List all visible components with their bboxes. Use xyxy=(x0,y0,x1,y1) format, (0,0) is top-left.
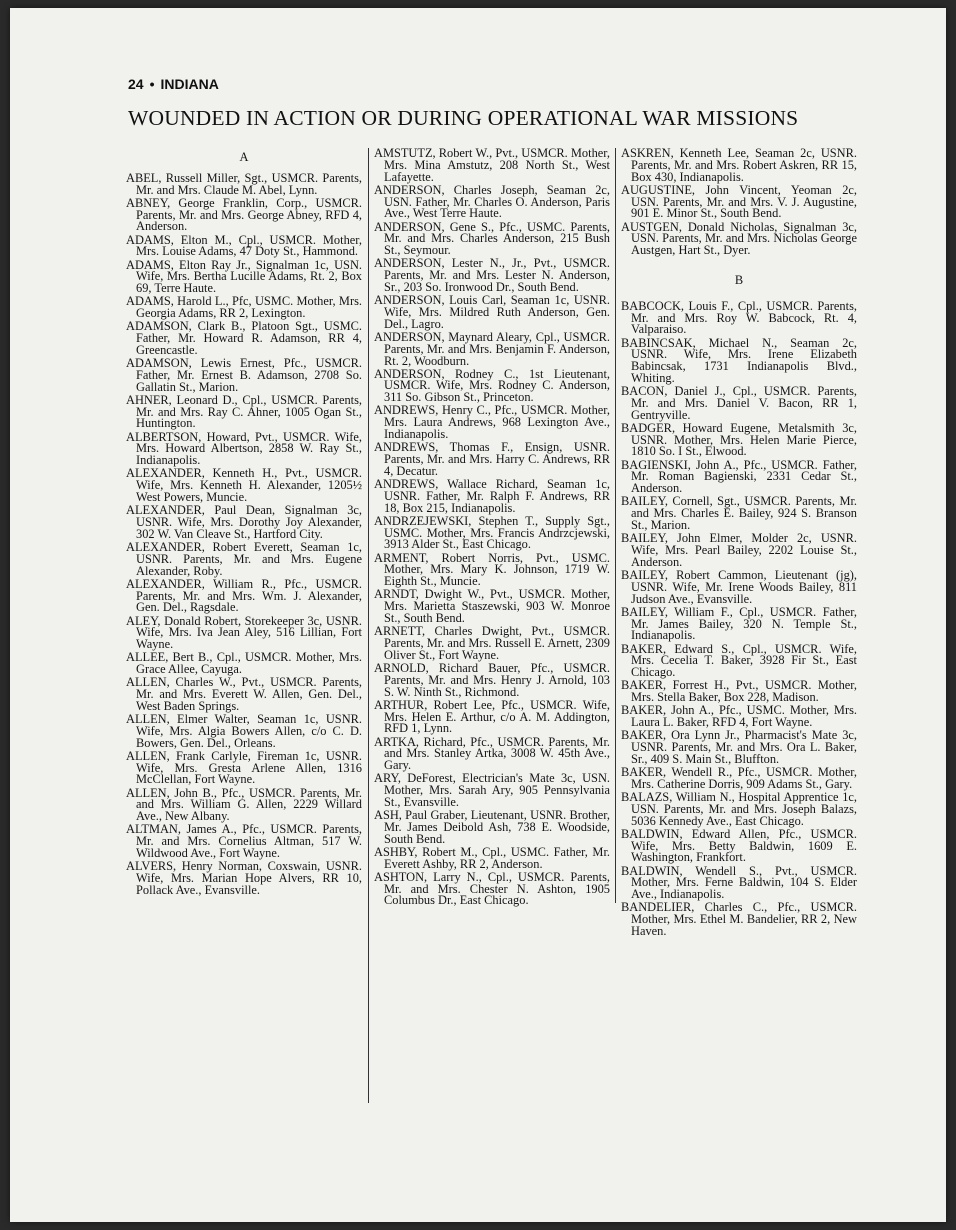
casualty-entry: AUSTGEN, Donald Nicholas, Signalman 3c, USN. Parents, Mr. and Mrs. Nicholas George Austgen, Hart St., Dyer. xyxy=(621,219,857,258)
casualty-entry: BALDWIN, Wendell S., Pvt., USMCR. Mother, Mrs. Ferne Baldwin, 104 S. Elder Ave., Indianapolis. xyxy=(621,863,857,902)
casualty-entry: ARNOLD, Richard Bauer, Pfc., USMCR. Parents, Mr. and Mrs. Henry J. Arnold, 103 S. W. Ninth St., Richmond. xyxy=(374,660,610,699)
casualty-entry: BABINCSAK, Michael N., Seaman 2c, USNR. Wife, Mrs. Irene Elizabeth Babincsak, 1731 Indianapolis Blvd., Whiting. xyxy=(621,335,857,385)
casualty-entry: ARTKA, Richard, Pfc., USMCR. Parents, Mr. and Mrs. Stanley Artka, 3008 W. 45th Ave., Gary. xyxy=(374,734,610,773)
casualty-entry: AHNER, Leonard D., Cpl., USMCR. Parents, Mr. and Mrs. Ray C. Ahner, 1005 Ogan St., Huntington. xyxy=(126,392,362,431)
document-page xyxy=(10,8,946,1222)
column-divider xyxy=(615,148,616,903)
section-letter: B xyxy=(734,272,744,287)
casualty-entry: ABNEY, George Franklin, Corp., USMCR. Parents, Mr. and Mrs. George Abney, RFD 4, Anderson. xyxy=(126,195,362,234)
casualty-entry: ANDERSON, Gene S., Pfc., USMC. Parents, Mr. and Mrs. Charles Anderson, 215 Bush St., Seymour. xyxy=(374,219,610,258)
casualty-entry: ARNETT, Charles Dwight, Pvt., USMCR. Parents, Mr. and Mrs. Russell E. Arnett, 2309 Oliver St., Fort Wayne. xyxy=(374,624,610,662)
casualty-entry: ASHBY, Robert M., Cpl., USMC. Father, Mr. Everett Ashby, RR 2, Anderson. xyxy=(374,844,610,871)
casualty-entry: ADAMS, Elton M., Cpl., USMCR. Mother, Mrs. Louise Adams, 47 Doty St., Hammond. xyxy=(126,232,362,259)
page-number: 24 xyxy=(128,76,144,92)
state-name: INDIANA xyxy=(160,76,219,92)
bullet: • xyxy=(149,76,155,92)
casualty-entry: ARMENT, Robert Norris, Pvt., USMC. Mother, Mrs. Mary K. Johnson, 1719 W. Eighth St., Muncie. xyxy=(374,550,610,589)
casualty-entry: BACON, Daniel J., Cpl., USMCR. Parents, Mr. and Mrs. Daniel V. Bacon, RR 1, Gentryville. xyxy=(621,384,857,422)
casualty-entry: ALEXANDER, Robert Everett, Seaman 1c, USNR. Parents, Mr. and Mrs. Eugene Alexander, Roby. xyxy=(126,540,362,578)
casualty-entry: BAKER, Forrest H., Pvt., USMCR. Mother, Mrs. Stella Baker, Box 228, Madison. xyxy=(621,678,857,705)
casualty-entry: BAILEY, Cornell, Sgt., USMCR. Parents, Mr. and Mrs. Charles E. Bailey, 924 S. Branson St., Marion. xyxy=(621,494,857,533)
page-title: WOUNDED IN ACTION OR DURING OPERATIONAL WAR MISSIONS xyxy=(128,106,799,130)
casualty-entry: ADAMSON, Clark B., Platoon Sgt., USMC. Father, Mr. Howard R. Adamson, RR 4, Greencastle. xyxy=(126,319,362,357)
casualty-entry: ASKREN, Kenneth Lee, Seaman 2c, USNR. Parents, Mr. and Mrs. Robert Askren, RR 15, Box 430, Indianapolis. xyxy=(621,146,857,184)
casualty-entry: BAKER, Edward S., Cpl., USMCR. Wife, Mrs. Cecelia T. Baker, 3928 Fir St., East Chicago. xyxy=(621,641,857,680)
casualty-entry: ALEXANDER, William R., Pfc., USMCR. Parents, Mr. and Mrs. Wm. J. Alexander, Gen. Del., Ragsdale. xyxy=(126,576,362,615)
casualty-entry: ANDERSON, Lester N., Jr., Pvt., USMCR. Parents, Mr. and Mrs. Lester N. Anderson, Sr., 203 So. Ironwood Dr., South Bend. xyxy=(374,256,610,294)
page-header xyxy=(128,76,219,92)
casualty-entry: BAILEY, William F., Cpl., USMCR. Father, Mr. James Bailey, 320 N. Temple St., Indianapolis. xyxy=(621,604,857,643)
casualty-entry: ANDRZEJEWSKI, Stephen T., Supply Sgt., USMC. Mother, Mrs. Francis Andrzcjewski, 3913 Alder St., East Chicago. xyxy=(374,513,610,552)
casualty-entry: ARNDT, Dwight W., Pvt., USMCR. Mother, Mrs. Marietta Staszewski, 903 W. Monroe St., South Bend. xyxy=(374,587,610,625)
casualty-entry: ARY, DeForest, Electrician's Mate 3c, USN. Mother, Mrs. Sarah Ary, 905 Pennsylvania St., Evansville. xyxy=(374,771,610,809)
column-2 xyxy=(374,148,610,909)
casualty-entry: ALLEE, Bert B., Cpl., USMCR. Mother, Mrs. Grace Allee, Cayuga. xyxy=(126,650,362,677)
casualty-entry: ANDERSON, Charles Joseph, Seaman 2c, USN. Father, Mr. Charles O. Anderson, Paris Ave., West Terre Haute. xyxy=(374,182,610,221)
casualty-entry: ADAMS, Harold L., Pfc, USMC. Mother, Mrs. Georgia Adams, RR 2, Lexington. xyxy=(126,294,362,321)
casualty-entry: BANDELIER, Charles C., Pfc., USMCR. Mother, Mrs. Ethel M. Bandelier, RR 2, New Haven. xyxy=(621,900,857,939)
casualty-entry: ALLEN, John B., Pfc., USMCR. Parents, Mr. and Mrs. William G. Allen, 2229 Willard Ave., New Albany. xyxy=(126,785,362,824)
casualty-entry: AUGUSTINE, John Vincent, Yeoman 2c, USN. Parents, Mr. and Mrs. V. J. Augustine, 901 E. Minor St., South Bend. xyxy=(621,182,857,221)
section-letter: A xyxy=(239,150,249,164)
casualty-entry: ANDERSON, Rodney C., 1st Lieutenant, USMCR. Wife, Mrs. Rodney C. Anderson, 311 So. Gibson St., Princeton. xyxy=(374,366,610,405)
casualty-entry: BABCOCK, Louis F., Cpl., USMCR. Parents, Mr. and Mrs. Roy W. Babcock, Rt. 4, Valparaiso. xyxy=(621,298,857,337)
casualty-entry: ANDREWS, Wallace Richard, Seaman 1c, USNR. Father, Mr. Ralph F. Andrews, RR 18, Box 215, Indianapolis. xyxy=(374,477,610,515)
casualty-entry: BAGIENSKI, John A., Pfc., USMCR. Father, Mr. Roman Bagienski, 2331 Cedar St., Anderson. xyxy=(621,457,857,496)
casualty-entry: ALLEN, Charles W., Pvt., USMCR. Parents, Mr. and Mrs. Everett W. Allen, Gen. Del., West Baden Springs. xyxy=(126,675,362,713)
casualty-entry: ALEXANDER, Kenneth H., Pvt., USMCR. Wife, Mrs. Kenneth H. Alexander, 1205½ West Powers, Muncie. xyxy=(126,466,362,505)
casualty-entry: BAILEY, Robert Cammon, Lieutenant (jg), USNR. Wife, Mr. Irene Woods Bailey, 811 Judson Ave., Evansville. xyxy=(621,568,857,606)
casualty-entry: ALLEN, Elmer Walter, Seaman 1c, USNR. Wife, Mrs. Algia Bowers Allen, c/o C. D. Bowers, Gen. Del., Orleans. xyxy=(126,712,362,750)
casualty-entry: ASHTON, Larry N., Cpl., USMCR. Parents, Mr. and Mrs. Chester N. Ashton, 1905 Columbus Dr., East Chicago. xyxy=(374,869,610,908)
column-1 xyxy=(126,148,362,898)
casualty-entry: ANDERSON, Maynard Aleary, Cpl., USMCR. Parents, Mr. and Mrs. Benjamin F. Anderson, Rt. 2, Woodburn. xyxy=(374,329,610,368)
casualty-entry: ADAMS, Elton Ray Jr., Signalman 1c, USN. Wife, Mrs. Bertha Lucille Adams, Rt. 2, Box 69, Terre Haute. xyxy=(126,257,362,296)
casualty-entry: BADGER, Howard Eugene, Metalsmith 3c, USNR. Mother, Mrs. Helen Marie Pierce, 1810 So. I St., Elwood. xyxy=(621,420,857,459)
casualty-entry: ALEY, Donald Robert, Storekeeper 3c, USNR. Wife, Mrs. Iva Jean Aley, 516 Lillian, Fort Wayne. xyxy=(126,613,362,652)
casualty-entry: ARTHUR, Robert Lee, Pfc., USMCR. Wife, Mrs. Helen E. Arthur, c/o A. M. Addington, RFD 1, Lynn. xyxy=(374,697,610,736)
casualty-entry: ALVERS, Henry Norman, Coxswain, USNR. Wife, Mrs. Marian Hope Alvers, RR 10, Pollack Ave., Evansville. xyxy=(126,859,362,897)
casualty-entry: ALEXANDER, Paul Dean, Signalman 3c, USNR. Wife, Mrs. Dorothy Joy Alexander, 302 W. Van Cleave St., Hartford City. xyxy=(126,503,362,541)
casualty-entry: ASH, Paul Graber, Lieutenant, USNR. Brother, Mr. James Deibold Ash, 738 E. Woodside, South Bend. xyxy=(374,808,610,846)
casualty-entry: BALAZS, William N., Hospital Apprentice 1c, USN. Parents, Mr. and Mrs. Joseph Balazs, 5036 Kennedy Ave., East Chicago. xyxy=(621,790,857,828)
column-divider xyxy=(368,148,369,1103)
casualty-entry: ANDREWS, Henry C., Pfc., USMCR. Mother, Mrs. Laura Andrews, 968 Lexington Ave., Indianapolis. xyxy=(374,403,610,442)
casualty-entry: BAKER, John A., Pfc., USMC. Mother, Mrs. Laura L. Baker, RFD 4, Fort Wayne. xyxy=(621,703,857,730)
casualty-entry: BAKER, Ora Lynn Jr., Pharmacist's Mate 3c, USNR. Parents, Mr. and Mrs. Ora L. Baker, Sr., 409 S. Main St., Bluffton. xyxy=(621,728,857,766)
casualty-entry: ANDREWS, Thomas F., Ensign, USNR. Parents, Mr. and Mrs. Harry C. Andrews, RR 4, Decatur. xyxy=(374,440,610,478)
casualty-entry: ALBERTSON, Howard, Pvt., USMCR. Wife, Mrs. Howard Albertson, 2858 W. Ray St., Indianapolis. xyxy=(126,429,362,468)
casualty-entry: AMSTUTZ, Robert W., Pvt., USMCR. Mother, Mrs. Mina Amstutz, 208 North St., West Lafayette. xyxy=(374,146,610,184)
casualty-entry: BAKER, Wendell R., Pfc., USMCR. Mother, Mrs. Catherine Dorris, 909 Adams St., Gary. xyxy=(621,765,857,791)
casualty-entry: ADAMSON, Lewis Ernest, Pfc., USMCR. Father, Mr. Ernest B. Adamson, 2708 So. Gallatin St., Marion. xyxy=(126,356,362,394)
casualty-entry: ANDERSON, Louis Carl, Seaman 1c, USNR. Wife, Mrs. Mildred Ruth Anderson, Gen. Del., Lagro. xyxy=(374,293,610,331)
casualty-entry: ABEL, Russell Miller, Sgt., USMCR. Parents, Mr. and Mrs. Claude M. Abel, Lynn. xyxy=(126,170,362,197)
casualty-entry: ALLEN, Frank Carlyle, Fireman 1c, USNR. Wife, Mrs. Gresta Arlene Allen, 1316 McClellan, Fort Wayne. xyxy=(126,748,362,787)
casualty-entry: BAILEY, John Elmer, Molder 2c, USNR. Wife, Mrs. Pearl Bailey, 2202 Louise St., Anderson. xyxy=(621,531,857,569)
column-3 xyxy=(621,148,857,939)
casualty-entry: BALDWIN, Edward Allen, Pfc., USMCR. Wife, Mrs. Betty Baldwin, 1609 E. Washington, Frankfort. xyxy=(621,826,857,865)
casualty-entry: ALTMAN, James A., Pfc., USMCR. Parents, Mr. and Mrs. Cornelius Altman, 517 W. Wildwood Ave., Fort Wayne. xyxy=(126,822,362,861)
